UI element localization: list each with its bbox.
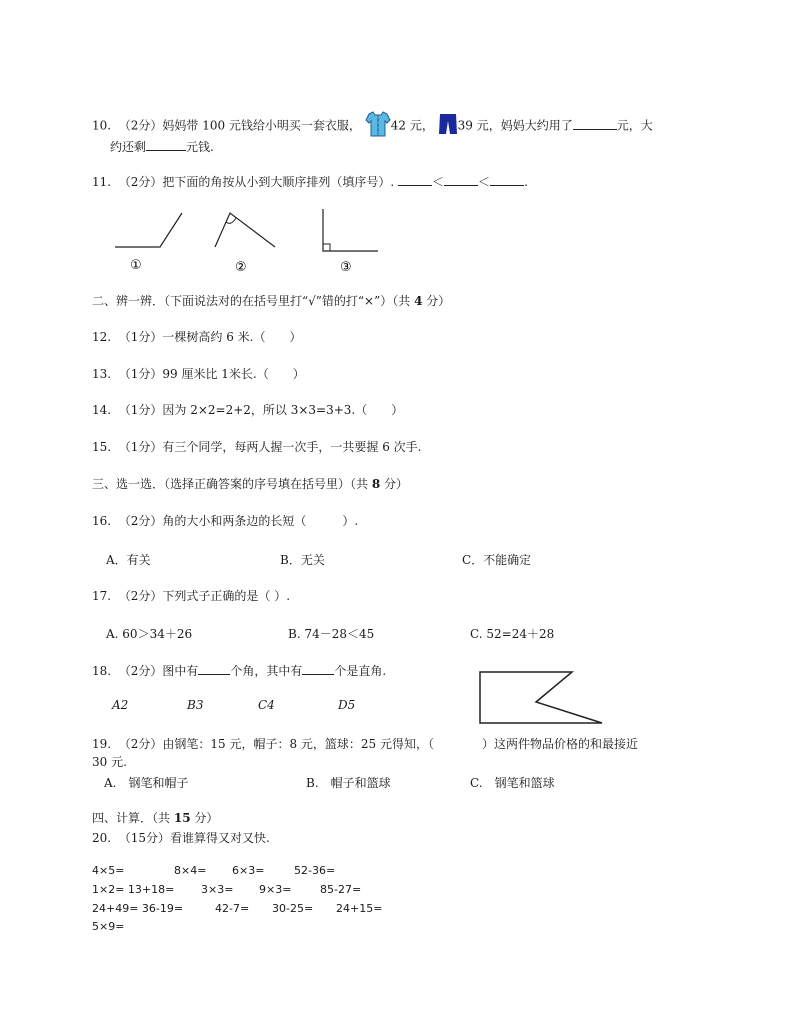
shirt-icon <box>365 110 391 142</box>
option-b: B3 <box>187 698 204 712</box>
option-c: C. 钢笔和篮球 <box>470 776 555 790</box>
question-18: 18. （2分）图中有 个角，其中有 个是直角. <box>92 664 387 678</box>
answer-blank[interactable] <box>573 117 617 130</box>
option-c: C．不能确定 <box>462 553 532 567</box>
question-14: 14. （1分）因为 2×2=2+2，所以 3×3=3+3.（ ） <box>92 403 404 417</box>
question-13: 13. （1分）99 厘米比 1米长.（ ） <box>92 367 305 381</box>
question-15: 15. （1分）有三个同学，每两人握一次手，一共要握 6 次手. <box>92 440 422 454</box>
question-number: 10. <box>92 118 112 133</box>
calc-item: 24+15= <box>336 902 383 915</box>
option-c: C4 <box>258 698 275 712</box>
question-12: 12. （1分）一棵树高约 6 米.（ ） <box>92 330 302 344</box>
calc-item: 85-27= <box>320 883 362 896</box>
question-11: 11. （2分）把下面的角按从小到大顺序排列（填序号）. ＜ ＜ . <box>92 175 528 189</box>
question-text: 妈妈带 100 元钱给小明买一套衣服， <box>162 118 361 133</box>
answer-blank[interactable] <box>146 138 186 151</box>
question-17: 17. （2分）下列式子正确的是（ ）. <box>92 589 291 603</box>
option-b: B. 帽子和篮球 <box>306 776 391 790</box>
answer-blank[interactable] <box>198 662 230 675</box>
calc-item: 24+49= 36-19= <box>92 902 184 915</box>
calc-item: 42-7= <box>215 902 250 915</box>
option-a: A. 钢笔和帽子 <box>104 776 189 790</box>
question-16: 16. （2分）角的大小和两条边的长短（ ）. <box>92 514 359 528</box>
option-d: D5 <box>338 698 356 712</box>
calc-item: 8×4= <box>174 864 207 877</box>
option-b: B．无关 <box>280 553 325 567</box>
calc-item: 9×3= <box>259 883 292 896</box>
option-a: A2 <box>112 698 129 712</box>
section-4-title: 四、计算．（共 15 分） <box>92 811 219 825</box>
question-19: 19. （2分）由钢笔：15 元，帽子：8 元，篮球：25 元得知，（ ）这两件物品价格的和最接近 <box>92 737 638 751</box>
question-10: 10. （2分）妈妈带 100 元钱给小明买一套衣服， 42 元， 39 元，妈妈大约用了 元，大 <box>92 110 653 142</box>
question-19-cont: 30 元. <box>92 755 127 769</box>
calc-item: 5×9= <box>92 920 125 933</box>
angle-label-2: ② <box>235 260 247 275</box>
angle-shape-figure <box>476 668 606 726</box>
answer-blank[interactable] <box>302 662 334 675</box>
calc-item: 4×5= <box>92 864 125 877</box>
question-10-cont: 约还剩 元钱. <box>110 140 214 154</box>
calc-item: 1×2= 13+18= <box>92 883 175 896</box>
option-b: B. 74－28＜45 <box>288 627 375 641</box>
calc-item: 3×3= <box>201 883 234 896</box>
pants-icon <box>438 112 458 140</box>
angle-3 <box>323 209 378 251</box>
angle-figures <box>110 205 410 275</box>
section-2-title: 二、辨一辨．（下面说法对的在括号里打“√”错的打“×”）（共 4 分） <box>92 294 451 308</box>
answer-blank[interactable] <box>398 173 432 186</box>
angle-label-3: ③ <box>340 260 352 275</box>
option-c: C. 52=24＋28 <box>470 627 555 641</box>
answer-blank[interactable] <box>490 173 524 186</box>
angle-label-1: ① <box>130 258 142 273</box>
calc-item: 30-25= <box>272 902 314 915</box>
calc-item: 52-36= <box>294 864 336 877</box>
angle-2 <box>215 213 275 247</box>
option-a: A．有关 <box>106 553 151 567</box>
option-a: A. 60＞34＋26 <box>106 627 193 641</box>
question-score: （2分） <box>118 118 163 133</box>
angle-1 <box>115 213 182 247</box>
answer-blank[interactable] <box>444 173 478 186</box>
calc-item: 6×3= <box>232 864 265 877</box>
question-20: 20. （15分）看谁算得又对又快. <box>92 831 270 845</box>
section-3-title: 三、选一选．（选择正确答案的序号填在括号里）（共 8 分） <box>92 477 409 491</box>
